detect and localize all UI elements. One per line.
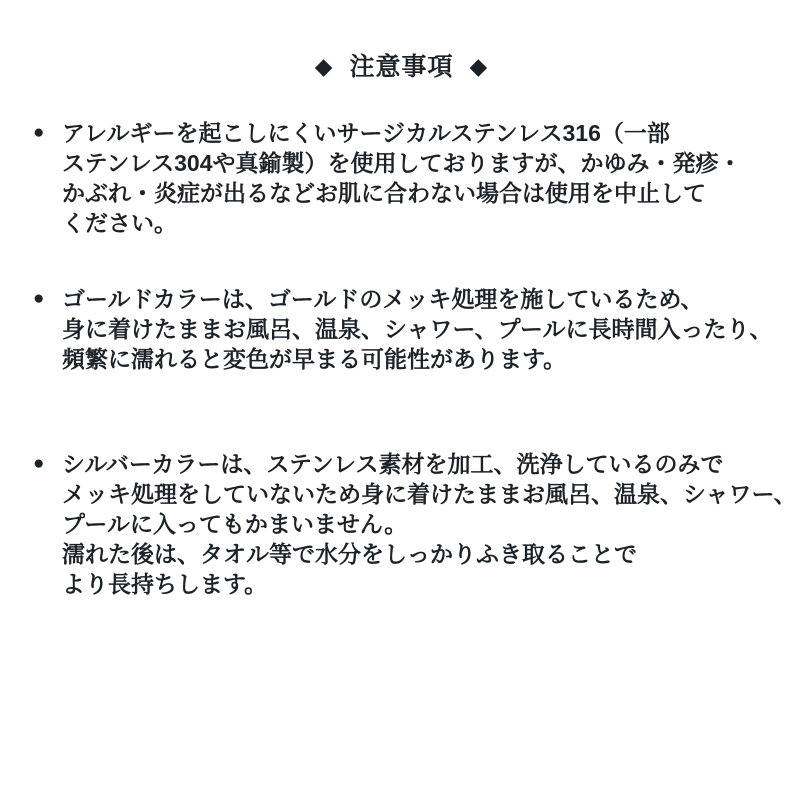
- notice-line: プールに入ってもかまいません。: [62, 511, 408, 537]
- bullet-icon: ●: [33, 453, 45, 474]
- notice-line: ください。: [62, 210, 177, 236]
- notice-line: かぶれ・炎症が出るなどお肌に合わない場合は使用を中止して: [62, 180, 706, 206]
- notice-text-block: [62, 449, 797, 599]
- notice-line: シルバーカラーは、ステンレス素材を加工、洗浄しているのみで: [62, 451, 724, 477]
- right-diamond-icon: ◆: [469, 53, 489, 79]
- notice-item-allergy: [33, 118, 770, 238]
- page-title-text: 注意事項: [349, 53, 454, 81]
- notice-line: ゴールドカラーは、ゴールドのメッキ処理を施しているため、: [62, 286, 704, 312]
- left-diamond-icon: ◆: [314, 53, 334, 79]
- notice-item-gold-color: [33, 284, 773, 374]
- bullet-icon: ●: [33, 288, 45, 309]
- notice-line: 濡れた後は、タオル等で水分をしっかりふき取ることで: [62, 541, 637, 567]
- notice-line: 頻繁に濡れると変色が早まる可能性があります。: [62, 346, 567, 372]
- notice-text-block: [62, 118, 770, 238]
- notice-line: メッキ処理をしていないため身に着けたままお風呂、温泉、シャワー、: [62, 481, 797, 507]
- page-title: [33, 50, 770, 83]
- notice-line: アレルギーを起こしにくいサージカルステンレス316（一部: [62, 120, 670, 146]
- notice-line: ステンレス304や真鍮製）を使用しておりますが、かゆみ・発疹・: [62, 150, 742, 176]
- notice-item-silver-color: [33, 449, 797, 599]
- bullet-icon: ●: [33, 122, 45, 143]
- notice-line: 身に着けたままお風呂、温泉、シャワー、プールに長時間入ったり、: [62, 316, 773, 342]
- notice-text-block: [62, 284, 772, 374]
- notice-line: より長持ちします。: [62, 571, 268, 597]
